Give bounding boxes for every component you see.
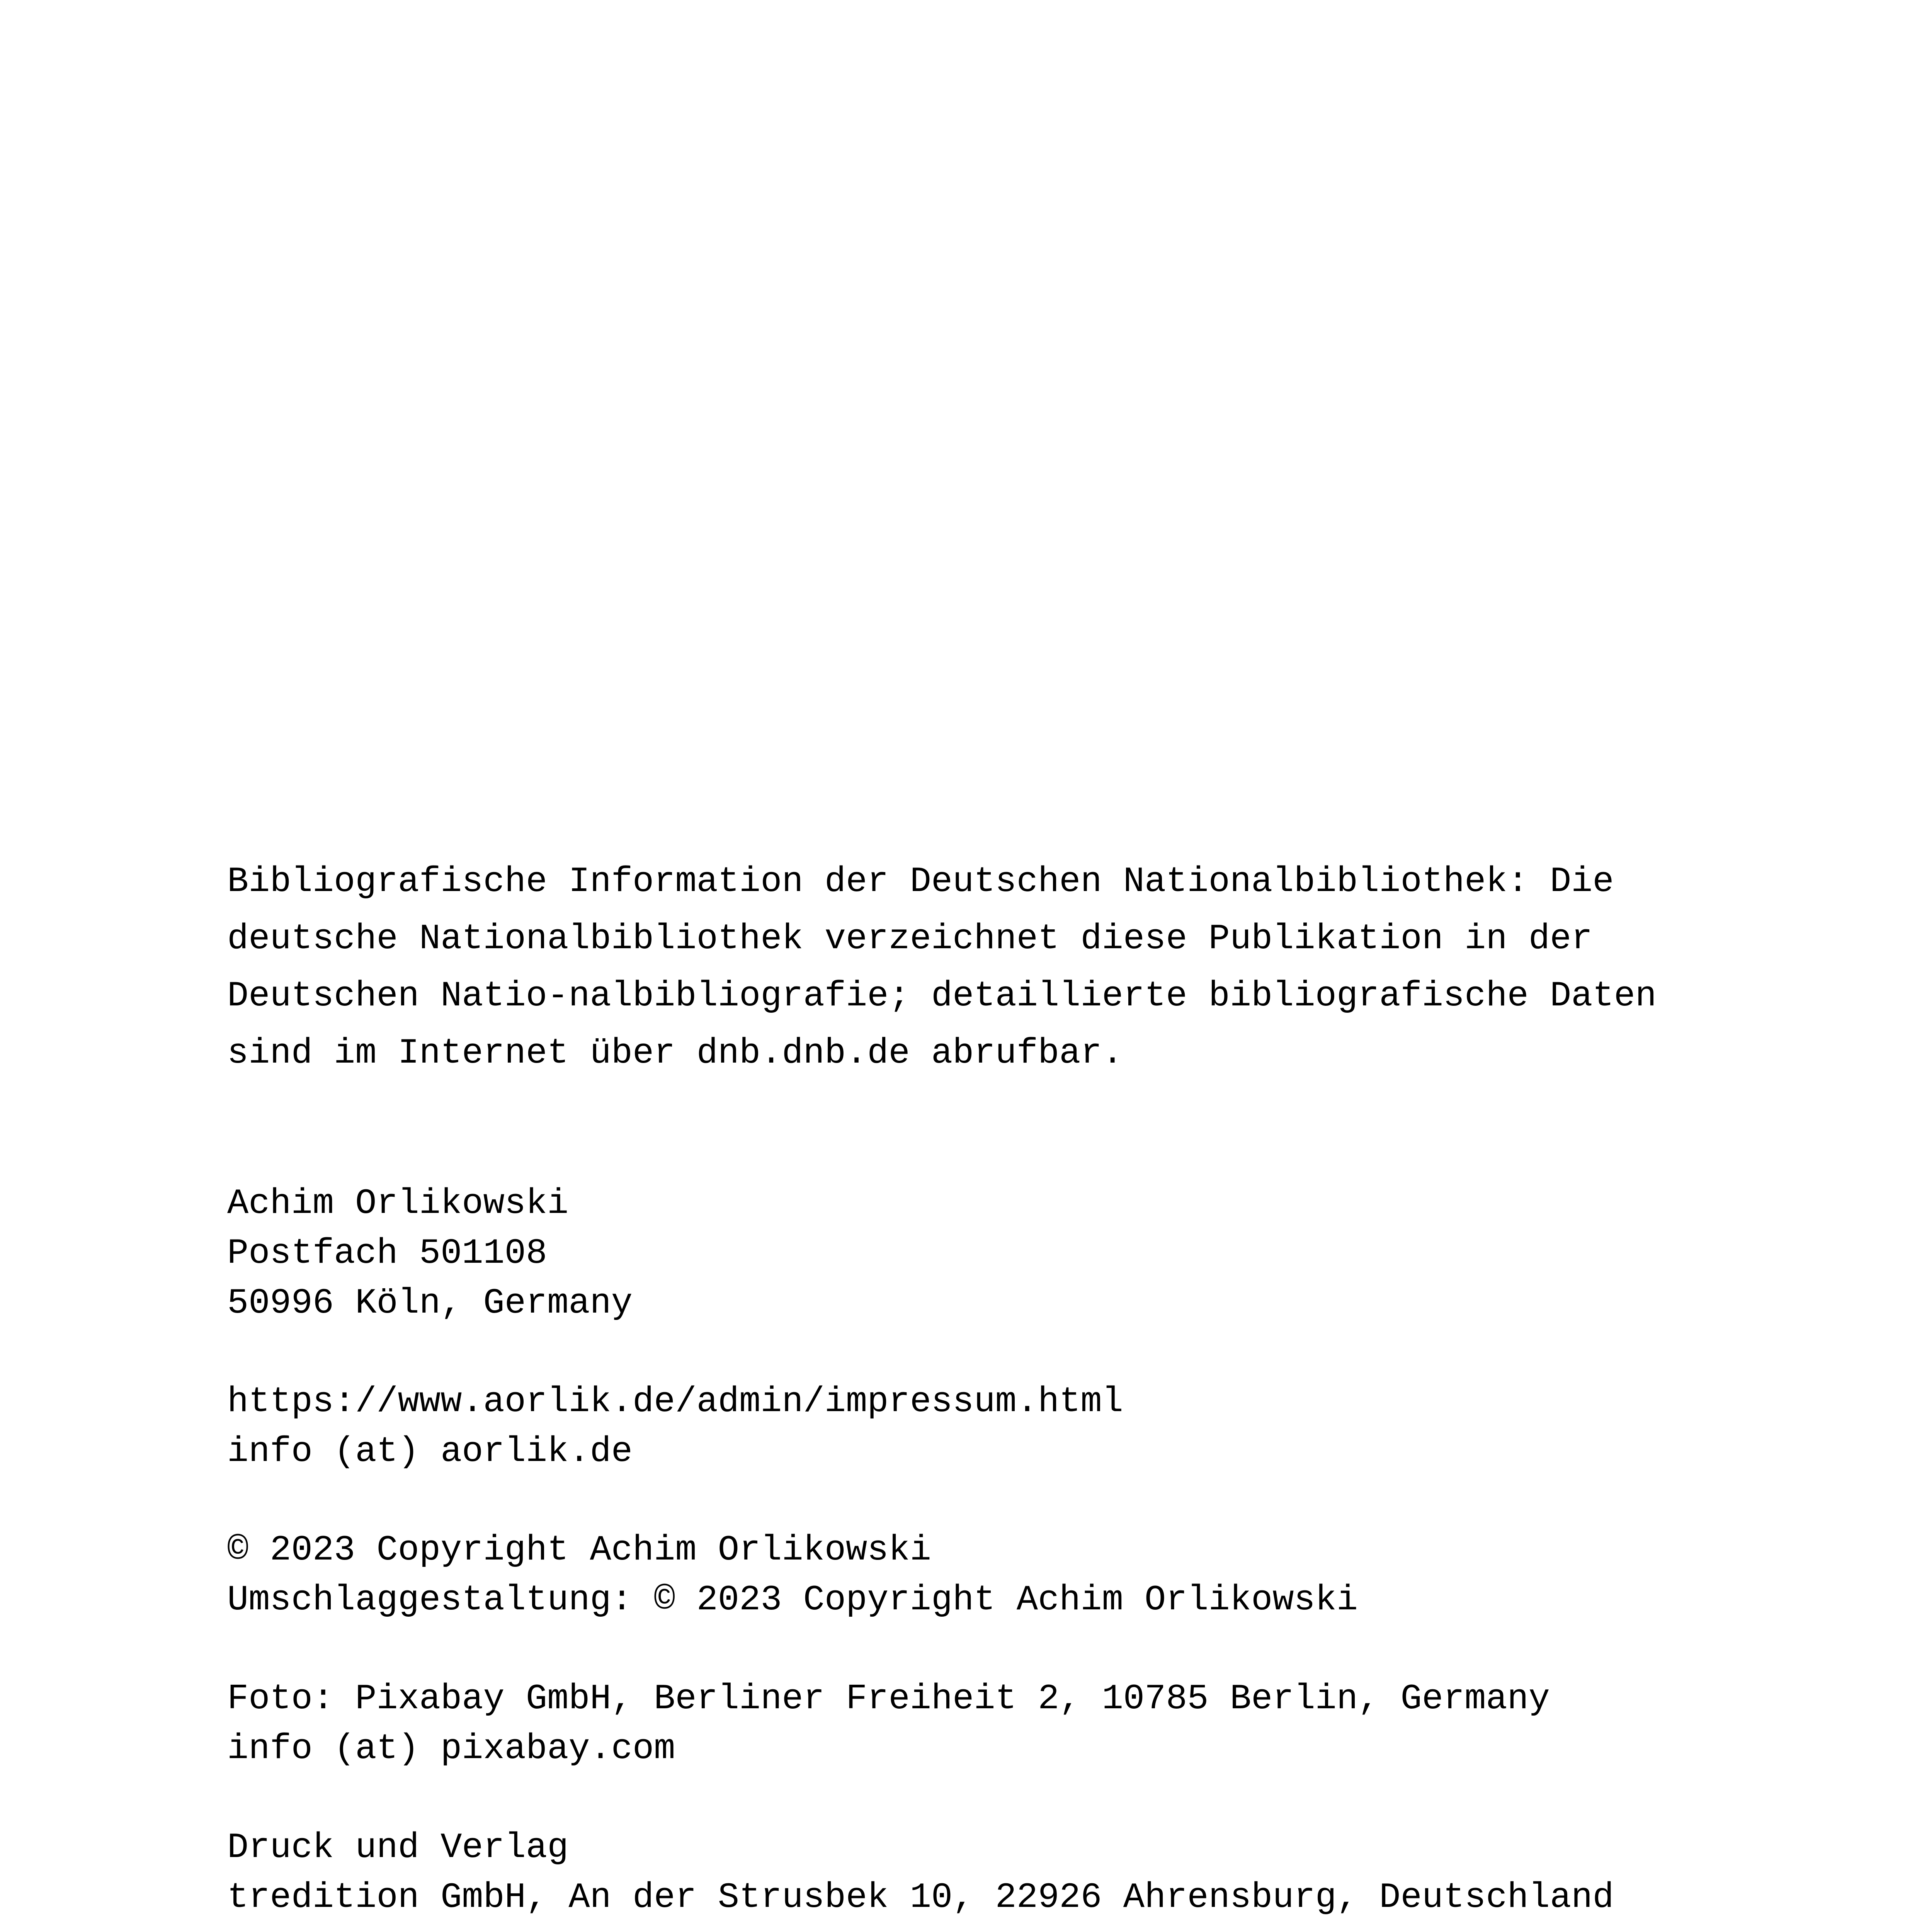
bibliographic-notice-text: Bibliografische Information der Deutschen Nationalbibliothek: Die deutsche Nationalbibliothek verzeichnet diese Publikation in der Deutschen Natio-nalbibliografie; detaillierte bibliografische Daten sind im Internet über dnb.dnb.de abrufbar. <box>227 861 1657 1073</box>
copyright-line: © 2023 Copyright Achim Orlikowski <box>227 1530 931 1570</box>
author-name: Achim Orlikowski <box>227 1183 569 1224</box>
postbox: Postfach 501108 <box>227 1233 548 1274</box>
print-address: tredition GmbH, An der Strusbek 10, 22926 Ahrensburg, Deutschland <box>227 1877 1614 1918</box>
printer-publisher <box>227 1823 1734 1922</box>
print-heading: Druck und Verlag <box>227 1827 569 1868</box>
cover-design-credit: Umschlaggestaltung: © 2023 Copyright Achim Orlikowski <box>227 1580 1358 1620</box>
photo-credit-line: Foto: Pixabay GmbH, Berliner Freiheit 2, 10785 Berlin, Germany <box>227 1679 1550 1719</box>
web-contact <box>227 1377 1734 1476</box>
website-url: https://www.aorlik.de/admin/impressum.html <box>227 1381 1123 1422</box>
city: 50996 Köln, Germany <box>227 1283 633 1323</box>
photo-credit <box>227 1674 1734 1774</box>
contact-email: info (at) aorlik.de <box>227 1431 633 1472</box>
bibliographic-notice <box>227 853 1734 1082</box>
publisher-address <box>227 1179 1734 1328</box>
photo-credit-email: info (at) pixabay.com <box>227 1728 675 1769</box>
copyright-block <box>227 1525 1734 1625</box>
